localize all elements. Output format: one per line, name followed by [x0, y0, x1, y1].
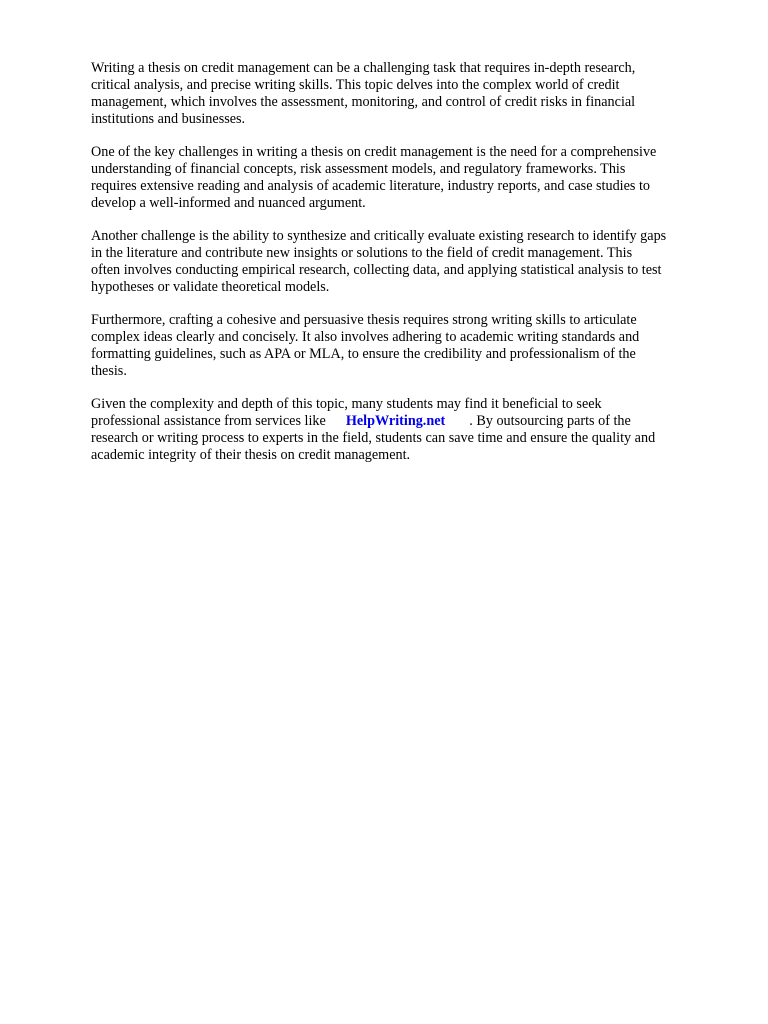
document-body — [91, 60, 728, 464]
helpwriting-link[interactable]: HelpWriting.net — [345, 413, 446, 429]
paragraph-assistance — [91, 396, 728, 464]
text-line: Another challenge is the ability to synthesize and critically evaluate existing research to identify gaps — [91, 228, 667, 244]
paragraph-writing-skills — [91, 312, 728, 380]
text-line: thesis. — [91, 363, 127, 379]
text-line: management, which involves the assessment, monitoring, and control of credit risks in financial — [91, 94, 636, 110]
text-line: formatting guidelines, such as APA or MLA, to ensure the credibility and professionalism of the — [91, 346, 636, 362]
text-line-with-link — [91, 413, 728, 430]
text-line: Writing a thesis on credit management can be a challenging task that requires in-depth research, — [91, 60, 636, 76]
text-line: complex ideas clearly and concisely. It also involves adhering to academic writing standards and — [91, 329, 640, 345]
text-line: in the literature and contribute new insights or solutions to the field of credit management. This — [91, 245, 633, 261]
text-line: Furthermore, crafting a cohesive and persuasive thesis requires strong writing skills to articulate — [91, 312, 637, 328]
paragraph-synthesis — [91, 228, 728, 296]
text-line: institutions and businesses. — [91, 111, 246, 127]
text-line: understanding of financial concepts, risk assessment models, and regulatory frameworks. This — [91, 161, 626, 177]
text-line: requires extensive reading and analysis of academic literature, industry reports, and case studies to — [91, 178, 651, 194]
text-line: One of the key challenges in writing a thesis on credit management is the need for a comprehensive — [91, 144, 657, 160]
text-line: often involves conducting empirical research, collecting data, and applying statistical analysis to test — [91, 262, 662, 278]
text-line: hypotheses or validate theoretical models. — [91, 279, 330, 295]
text-line: Given the complexity and depth of this topic, many students may find it beneficial to seek — [91, 396, 602, 412]
text-line: develop a well-informed and nuanced argument. — [91, 195, 366, 211]
text-after-link: . By outsourcing parts of the — [469, 413, 631, 429]
paragraph-challenges — [91, 144, 728, 212]
text-before-link: professional assistance from services like — [91, 413, 326, 429]
text-line: research or writing process to experts in the field, students can save time and ensure the quality and — [91, 430, 656, 446]
text-line: critical analysis, and precise writing skills. This topic delves into the complex world of credit — [91, 77, 620, 93]
text-line: academic integrity of their thesis on credit management. — [91, 447, 411, 463]
paragraph-intro — [91, 60, 728, 128]
